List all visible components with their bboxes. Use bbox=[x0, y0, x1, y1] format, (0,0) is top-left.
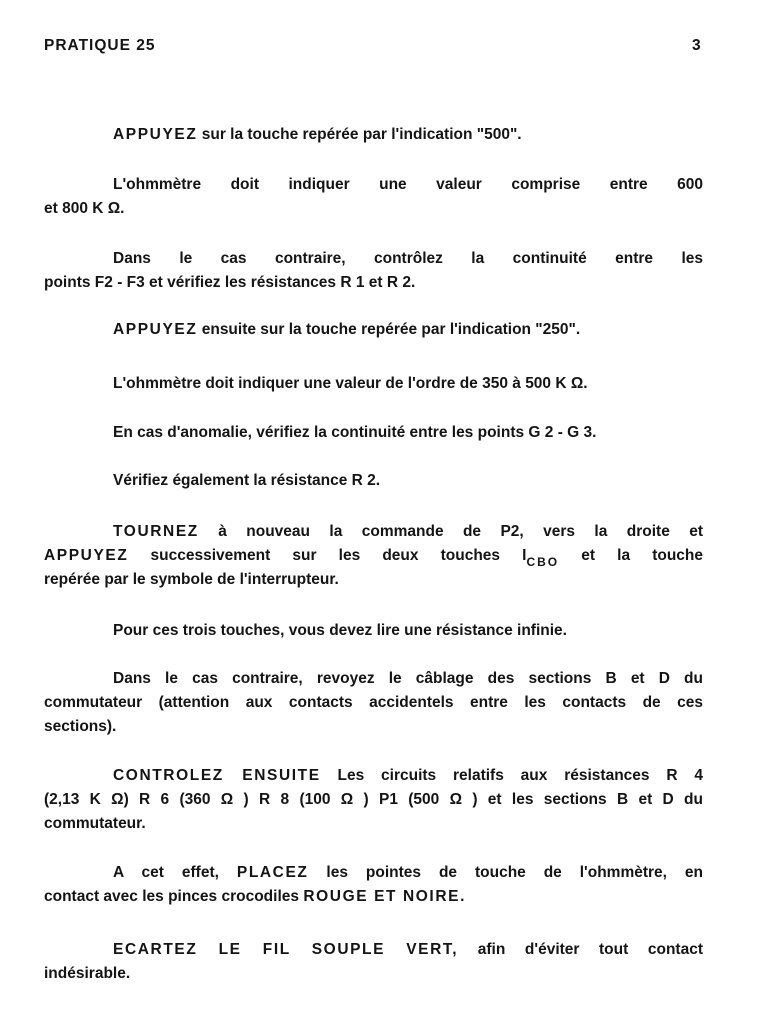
text-line bbox=[44, 715, 703, 739]
emphasis-text: TOURNEZ bbox=[113, 523, 199, 540]
text-span: Dans le cas contraire, contrôlez la continuité entre les bbox=[113, 250, 703, 267]
text-span: indésirable. bbox=[44, 965, 131, 982]
text-span: contact avec les pinces crocodiles bbox=[44, 888, 304, 905]
paragraph bbox=[44, 247, 703, 295]
text-span: et la touche bbox=[559, 547, 704, 564]
emphasis-text: APPUYEZ bbox=[44, 547, 129, 564]
paragraph bbox=[44, 173, 703, 221]
paragraph bbox=[44, 667, 703, 739]
subscript-text: CBO bbox=[526, 555, 560, 569]
paragraph bbox=[44, 318, 703, 342]
paragraph bbox=[44, 123, 703, 147]
text-span: ensuite sur la touche repérée par l'indication "250". bbox=[197, 321, 581, 338]
paragraph bbox=[44, 764, 703, 836]
text-line bbox=[44, 372, 703, 396]
text-span: à nouveau la commande de P2, vers la droite et bbox=[198, 523, 703, 540]
text-span: commutateur (attention aux contacts accidentels entre les contacts de ces bbox=[44, 694, 703, 711]
text-line bbox=[44, 812, 703, 836]
paragraph bbox=[44, 421, 703, 445]
header-title: PRATIQUE 25 bbox=[44, 37, 156, 54]
text-line bbox=[44, 123, 703, 147]
paragraph bbox=[44, 861, 703, 909]
text-line bbox=[44, 173, 703, 197]
text-span: L'ohmmètre doit indiquer une valeur comprise entre 600 bbox=[113, 176, 703, 193]
emphasis-text: ECARTEZ LE FIL SOUPLE VERT, bbox=[113, 941, 459, 958]
text-span: et 800 K Ω. bbox=[44, 200, 125, 217]
text-span: sections). bbox=[44, 718, 117, 735]
text-span: A cet effet, bbox=[113, 864, 237, 881]
emphasis-text: APPUYEZ bbox=[113, 126, 198, 143]
text-span: Les circuits relatifs aux résistances R 4 bbox=[320, 767, 703, 784]
text-span: les pointes de touche de l'ohmmètre, en bbox=[308, 864, 704, 881]
text-line bbox=[44, 691, 703, 715]
text-span: Pour ces trois touches, vous devez lire une résistance infinie. bbox=[113, 622, 567, 639]
text-span: Vérifiez également la résistance R 2. bbox=[113, 472, 381, 489]
text-span: Dans le cas contraire, revoyez le câblage des sections B et D du bbox=[113, 670, 703, 687]
text-span: L'ohmmètre doit indiquer une valeur de l'ordre de 350 à 500 K Ω. bbox=[113, 375, 588, 392]
text-line bbox=[44, 568, 703, 592]
text-line bbox=[44, 861, 703, 885]
text-line bbox=[44, 469, 703, 493]
emphasis-text: CONTROLEZ ENSUITE bbox=[113, 767, 321, 784]
text-span: En cas d'anomalie, vérifiez la continuité entre les points G 2 - G 3. bbox=[113, 424, 597, 441]
text-line bbox=[44, 318, 703, 342]
text-span: afin d'éviter tout contact bbox=[458, 941, 703, 958]
text-line bbox=[44, 764, 703, 788]
text-span: commutateur. bbox=[44, 815, 146, 832]
text-line bbox=[44, 667, 703, 691]
emphasis-text: ROUGE ET NOIRE. bbox=[303, 888, 466, 905]
text-span: successivement sur les deux touches I bbox=[128, 547, 527, 564]
text-line bbox=[44, 788, 703, 812]
emphasis-text: PLACEZ bbox=[236, 864, 309, 881]
text-span: sur la touche repérée par l'indication "500". bbox=[197, 126, 522, 143]
text-span: repérée par le symbole de l'interrupteur. bbox=[44, 571, 339, 588]
text-line bbox=[44, 421, 703, 445]
paragraph bbox=[44, 469, 703, 493]
text-span: (2,13 K Ω) R 6 (360 Ω ) R 8 (100 Ω ) P1 (500 Ω ) et les sections B et D du bbox=[44, 791, 703, 808]
paragraph bbox=[44, 619, 703, 643]
text-line bbox=[44, 619, 703, 643]
emphasis-text: APPUYEZ bbox=[113, 321, 198, 338]
text-span: points F2 - F3 et vérifiez les résistances R 1 et R 2. bbox=[44, 274, 416, 291]
text-line bbox=[44, 938, 703, 962]
paragraph bbox=[44, 520, 703, 592]
text-line bbox=[44, 520, 703, 544]
text-line bbox=[44, 885, 703, 909]
text-line bbox=[44, 544, 703, 568]
page-number: 3 bbox=[692, 37, 702, 54]
text-line bbox=[44, 197, 703, 221]
paragraph bbox=[44, 938, 703, 986]
text-line bbox=[44, 271, 703, 295]
paragraph bbox=[44, 372, 703, 396]
text-line bbox=[44, 247, 703, 271]
text-line bbox=[44, 962, 703, 986]
